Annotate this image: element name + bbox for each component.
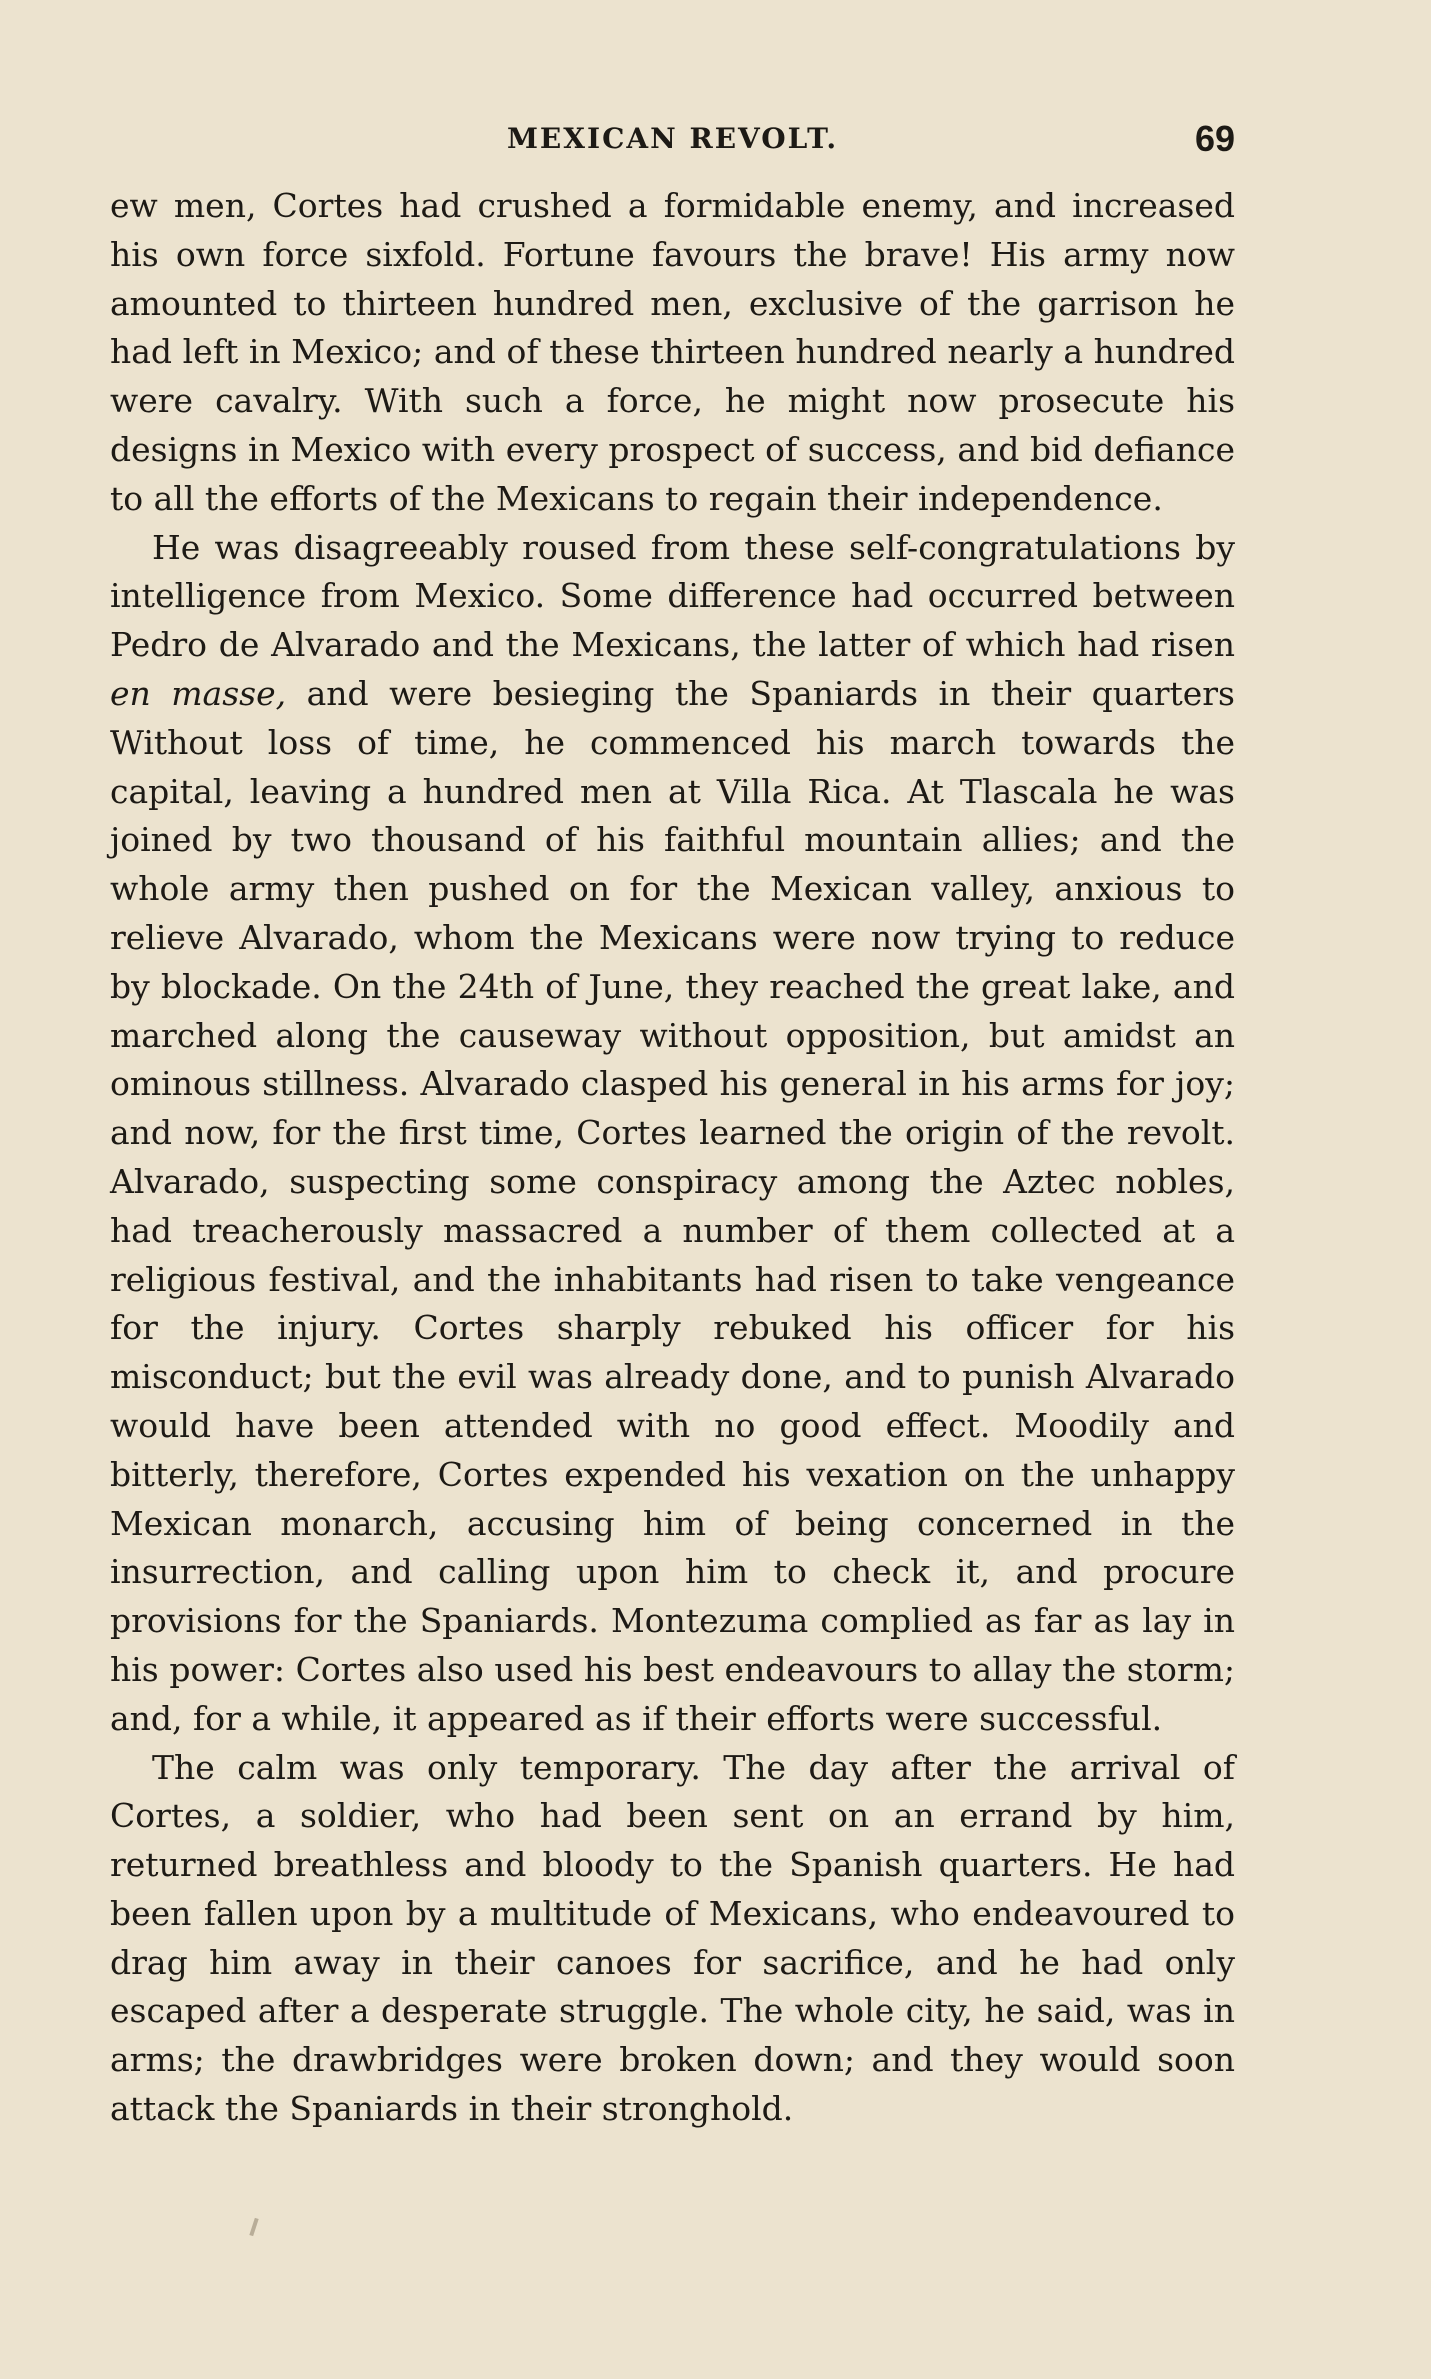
paragraph-2-text-start: He was disagreeably roused from these self-congratulations by intelligence from Mexico. Some difference had occurred between Pedro de Alvarado and the Mexicans, the latter of which had risen xyxy=(110,527,1235,665)
paragraph-3 xyxy=(110,1744,1235,2134)
stray-ink-mark xyxy=(249,2218,258,2236)
paragraph-2-italic-phrase: en masse, xyxy=(110,673,287,713)
running-title: MEXICAN REVOLT. xyxy=(506,122,839,155)
running-head xyxy=(110,118,1235,168)
paragraph-2-text-end: and were besieging the Spaniards in their quarters Without loss of time, he commenced his march towards the capital, leaving a hundred men at Villa Rica. At Tlascala he was joined by two thousand of his faithful mountain allies; and the whole army then pushed on for the Mexican valley, anxious to relieve Alvarado, whom the Mexicans were now trying to reduce by blockade. On the 24th of June, they reached the great lake, and marched along the causeway without opposition, but amidst an ominous stillness. Alvarado clasped his general in his arms for joy; and now, for the first time, Cortes learned the origin of the revolt. Alvarado, suspecting some conspiracy among the Aztec nobles, had treacherously massacred a number of them collected at a religious festival, and the inhabitants had risen to take vengeance for the injury. Cortes sharply rebuked his officer for his misconduct; but the evil was already done, and to punish Alvarado would have been attended with no good effect. Moodily and bitterly, therefore, Cortes expended his vexation on the unhappy Mexican monarch, accusing him of being concerned in the insurrection, and calling upon him to check it, and procure provisions for the Spaniards. Montezuma complied as far as lay in his power: Cortes also used his best endeavours to allay the storm; and, for a while, it appeared as if their efforts were successful. xyxy=(110,673,1235,1738)
body-text xyxy=(110,182,1235,2134)
page-number: 69 xyxy=(1194,118,1235,159)
paragraph-1 xyxy=(110,182,1235,524)
paragraph-1-text: ew men, Cortes had crushed a formidable enemy, and increased his own force sixfold. Fortune favours the brave! His army now amounted to thirteen hundred men, exclusive of the garrison he had left in Mexico; and of these thirteen hundred nearly a hundred were cavalry. With such a force, he might now prosecute his designs in Mexico with every prospect of success, and bid defiance to all the efforts of the Mexicans to regain their independence. xyxy=(110,186,1235,518)
paragraph-3-text: The calm was only temporary. The day after the arrival of Cortes, a soldier, who had been sent on an errand by him, returned breathless and bloody to the Spanish quarters. He had been fallen upon by a multitude of Mexicans, who endeavoured to drag him away in their canoes for sacrifice, and he had only escaped after a desperate struggle. The whole city, he said, was in arms; the drawbridges were broken down; and they would soon attack the Spaniards in their stronghold. xyxy=(110,1747,1235,2129)
paragraph-2 xyxy=(110,524,1235,1744)
